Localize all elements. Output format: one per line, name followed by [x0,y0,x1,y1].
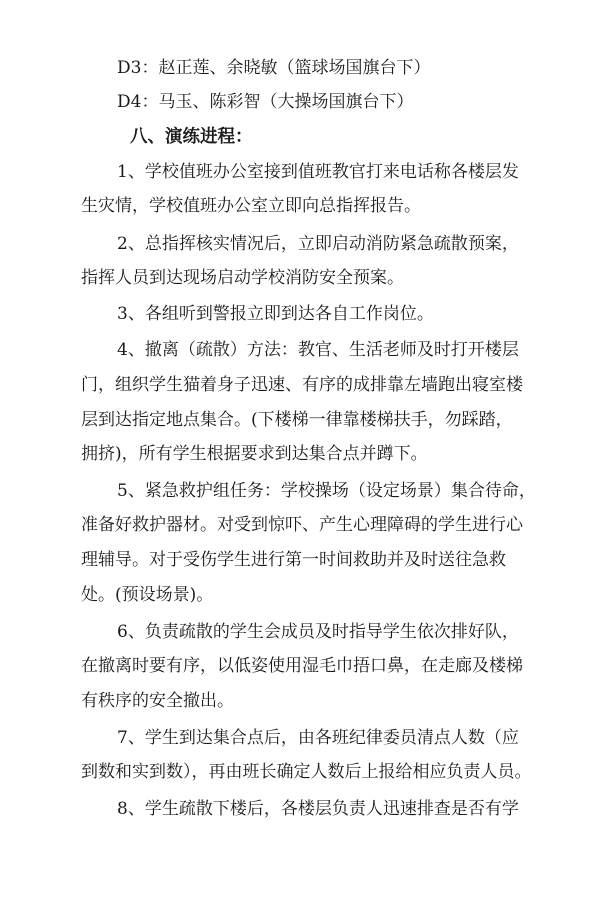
step-5-line-3: 理辅导。对于受伤学生进行第一时间救助并及时送往急救 [81,550,506,570]
assignment-d4: D4：马玉、陈彩智（大操场国旗台下） [117,92,414,112]
step-4-line-3: 层到达指定地点集合。(下楼梯一律靠楼梯扶手，勿踩踏， [81,410,513,430]
step-4-line-4: 拥挤)，所有学生根据要求到达集合点并蹲下。 [81,444,428,464]
step-2-line-1: 2、总指挥核实情况后，立即启动消防紧急疏散预案， [117,234,519,254]
step-3-line-1: 3、各组听到警报立即到达各自工作岗位。 [117,304,434,324]
step-4-line-2: 门，组织学生猫着身子迅速、有序的成排靠左墙跑出寝室楼 [81,375,523,395]
step-6-line-3: 有秩序的安全撤出。 [81,691,234,711]
step-5-line-4: 处。(预设场景)。 [81,585,214,605]
step-1-line-1: 1、学校值班办公室接到值班教官打来电话称各楼层发 [117,162,519,182]
step-7-line-2: 到数和实到数），再由班长确定人数后上报给相应负责人员。 [81,762,532,782]
step-4-line-1: 4、撤离（疏散）方法：教官、生活老师及时打开楼层 [117,340,519,360]
step-8-line-1: 8、学生疏散下楼后，各楼层负责人迅速排查是否有学 [117,799,519,819]
step-6-line-2: 在撤离时要有序，以低姿使用湿毛巾捂口鼻，在走廊及楼梯 [81,656,523,676]
step-5-line-2: 准备好救护器材。对受到惊吓、产生心理障碍的学生进行心 [81,515,523,535]
assignment-d3: D3：赵正莲、余晓敏（篮球场国旗台下） [117,58,431,78]
step-2-line-2: 指挥人员到达现场启动学校消防安全预案。 [81,268,404,288]
step-5-line-1: 5、紧急救护组任务：学校操场（设定场景）集合待命， [117,481,536,501]
step-6-line-1: 6、负责疏散的学生会成员及时指导学生依次排好队， [117,622,519,642]
section-heading: 八、演练进程： [130,127,253,147]
step-7-line-1: 7、学生到达集合点后，由各班纪律委员清点人数（应 [117,728,519,748]
step-1-line-2: 生灾情，学校值班办公室立即向总指挥报告。 [81,196,421,216]
